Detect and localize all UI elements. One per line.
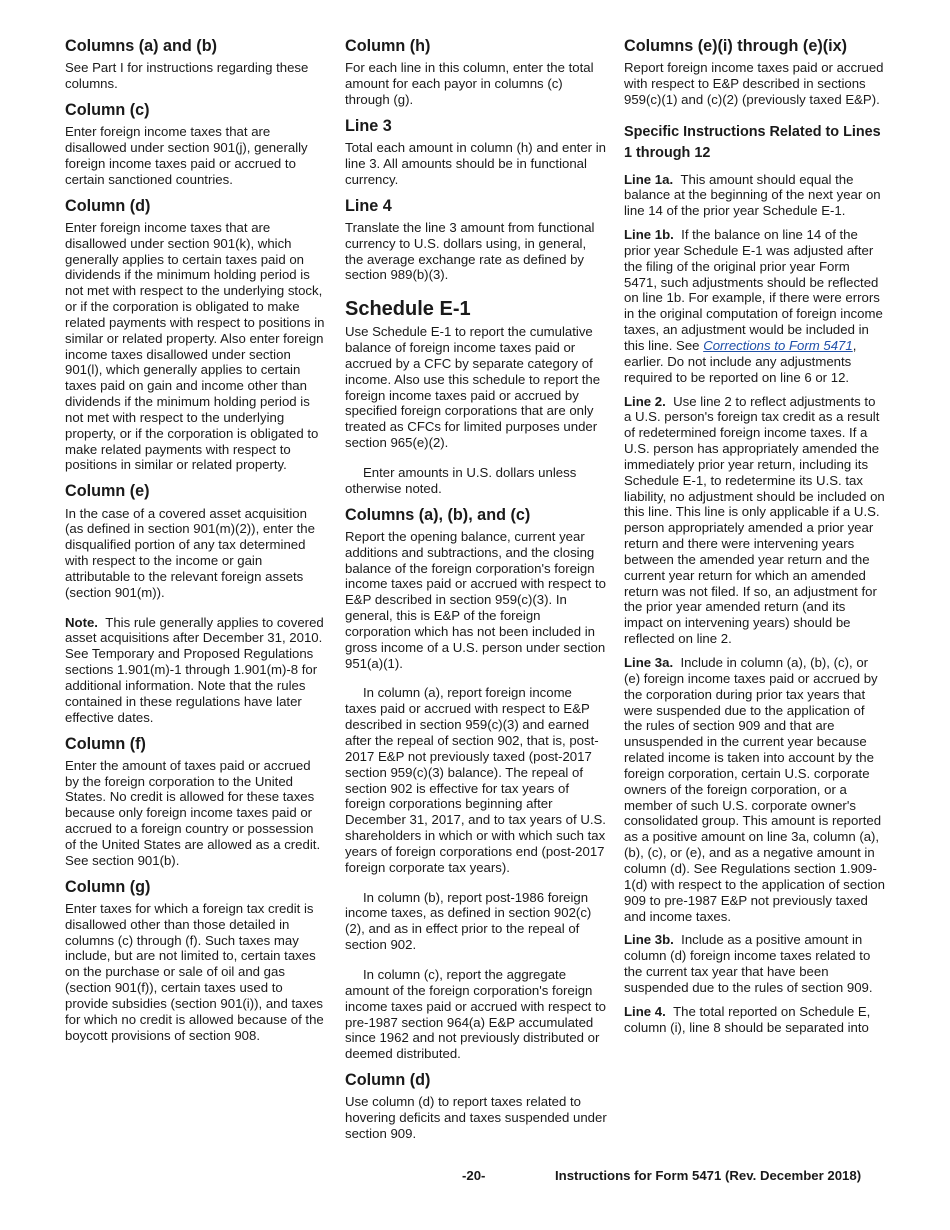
text-columns-a-b: See Part I for instructions regarding these columns. [65,60,309,92]
note-label: Note. [65,614,98,630]
text-column-d-e1: Use column (d) to report taxes related to hovering deficits and taxes suspended under section 909. [345,1094,607,1141]
heading-column-h: Column (h) [345,37,431,55]
text-schedule-e1: Use Schedule E-1 to report the cumulative balance of foreign income taxes paid or accrued by a CFC by separate category of income. Also use this schedule to report the foreign income taxes paid or accrued by specified foreign corporations that are only treated as CFCs for limited purposes under section 965(e)(2). [345,324,601,451]
column-3 [624,36,886,1043]
text-schedule-e1-dollars: Enter amounts in U.S. dollars unless otherwise noted. [345,464,577,496]
column-1 [65,36,327,1052]
line-3a-text: Include in column (a), (b), (c), or (e) foreign income taxes paid or accrued by the corporation during prior tax years that were suspended due to the application of the rules of section 909 and that are unsuspended in the current year because related income is taken into account by the foreign corporation, certain U.S. corporate owners of the foreign corporation, or a member of such U.S. corporate owner's consolidated group. This amount is reported as a positive amount on line 3a, column (a), (b), (c), or (e), and as a negative amount in column (d). See Regulations section 1.909-1(d) with respect to the application of section 909 to pre-1987 E&P not previously taxed and income taxes. [624,655,885,924]
note-text: This rule generally applies to covered asset acquisitions after December 31, 2010. See Temporary and Proposed Regulations sections 1.901(m)-1 through 1.901(m)-8 for additional information. Note that the rules contained in these regulations have later effective dates. [65,614,324,725]
line-4-text: The total reported on Schedule E, column (i), line 8 should be separated into [624,1003,871,1035]
line-2-text: Use line 2 to reflect adjustments to a U.S. person's foreign tax credit as a result of redetermined foreign income taxes. If a U.S. person has appropriately amended the immediately prior year return, including its Schedule E-1, to redetermine its U.S. tax liability, no adjustment should be included on this line. This line is only applicable if a U.S. person appropriately amended a prior year return and there were intervening years between the amended year return and the current year return for which an amended return was not filed. If so, an adjustment for the prior year amended return (and its impact on intervening years) should be reflected on line 2. [624,393,885,647]
text-column-g: Enter taxes for which a foreign tax credit is disallowed other than those detailed in columns (c) through (f). Such taxes may include, but are not limited to, certain taxes on the purchase or sale of oil and gas (section 901(f)), certain taxes used to provide subsidies (section 901(i)), and taxes for which no credit is allowed because of the boycott provisions of section 908. [65,900,324,1043]
text-line-3: Total each amount in column (h) and enter in line 3. All amounts should be in functional currency. [345,140,606,187]
column-2 [345,36,607,1150]
line-4-paragraph [624,1004,886,1036]
text-column-e: In the case of a covered asset acquisition (as defined in section 901(m)(2)), enter the disqualified portion of any tax determined with respect to the income or gain attributable to the relevant foreign assets (section 901(m)). [65,505,315,600]
text-column-a-detail: In column (a), report foreign income taxes paid or accrued with respect to E&P described in section 959(c)(3) and earned after the repeal of section 902, that is, post-2017 E&P not previously taxed (post-2017 section 959(c)(3) balance). The repeal of section 902 is effective for tax years of foreign corporations beginning after December 31, 2017, and to tax years of U.S. shareholders in which or with which such tax years of foreign corporations end (post-2017 foreign corporate tax years). [345,685,606,875]
heading-columns-a-b-c: Columns (a), (b), and (c) [345,505,531,524]
note-paragraph [65,615,327,726]
heading-line-3: Line 3 [345,116,392,135]
line-1a-label: Line 1a. [624,171,674,187]
line-2-label: Line 2. [624,393,666,409]
heading-column-d-e1: Column (d) [345,1071,431,1090]
line-4-label: Line 4. [624,1003,666,1019]
line-1b-text-end: , earlier. Do not include any adjustments required to be reported on line 6 or 12. [624,337,857,385]
heading-column-d: Column (d) [65,196,151,215]
line-3b-text: Include as a positive amount in column (d) foreign income taxes related to the current tax year that have been suspended due to the rules of section 909. [624,932,873,995]
text-columns-e-i-ix: Report foreign income taxes paid or accrued with respect to E&P described in sections 959(c)(1) and (c)(2) (previously taxed E&P). [624,60,884,107]
text-line-4: Translate the line 3 amount from functional currency to U.S. dollars using, in general, the average exchange rate as defined by section 989(b)(3). [345,219,595,283]
line-3a-label: Line 3a. [624,655,674,670]
text-column-c: Enter foreign income taxes that are disallowed under section 901(j), generally foreign income taxes paid or accrued to certain sanctioned countries. [65,124,308,187]
page-number: -20- [462,1168,486,1183]
heading-columns-e-i-ix: Columns (e)(i) through (e)(ix) [624,37,847,55]
line-3b-label: Line 3b. [624,932,674,948]
footer-form-title: Instructions for Form 5471 (Rev. December 2018) [555,1168,862,1183]
heading-column-c: Column (c) [65,100,150,119]
line-2-paragraph [624,394,886,648]
corrections-link[interactable]: Corrections to Form 5471 [703,337,853,353]
text-column-h: For each line in this column, enter the total amount for each payor in columns (c) through (g). [345,60,594,107]
heading-column-g: Column (g) [65,877,151,896]
line-1a-paragraph [624,172,886,220]
line-3b-paragraph [624,932,886,995]
text-columns-a-b-c: Report the opening balance, current year additions and subtractions, and the closing balance of the foreign corporation's foreign income taxes paid or accrued with respect to E&P described in section 959(c)(3). In general, this is E&P of the foreign corporation which has not been included in gross income of a U.S. person under section 951(a)(1). [345,528,606,671]
line-3a-paragraph [624,655,886,924]
line-1b-text: If the balance on line 14 of the prior year Schedule E-1 was adjusted after the filing of the original prior year Form 5471, such adjustments should be reflected on line 1b. For example, if there were errors in the original computation of foreign income taxes, an adjustment would be included in this line. See [624,227,883,353]
heading-column-f: Column (f) [65,734,146,753]
heading-schedule-e1: Schedule E-1 [345,298,471,321]
line-1b-paragraph [624,227,886,385]
text-column-d: Enter foreign income taxes that are disallowed under section 901(k), which generally applies to certain taxes paid on dividends if the minimum holding period is not met with respect to the underlying stock, or if the corporation is obligated to make related payments with respect to positions in similar or related property. Also enter foreign income taxes disallowed under section 901(l), which generally applies to certain taxes paid on gain and income other than dividends if the minimum holding period is not met with respect to the underlying property, or if the corporation is obligated to make related payments with respect to positions in similar or related property. [65,219,325,473]
heading-specific-instructions: Specific Instructions Related to Lines 1 through 12 [624,123,881,161]
heading-column-e: Column (e) [65,482,150,501]
heading-columns-a-b: Columns (a) and (b) [65,37,217,55]
text-column-f: Enter the amount of taxes paid or accrued by the foreign corporation to the United States. No credit is allowed for these taxes because only foreign income taxes paid or accrued to a foreign country or possession of the United States are allowed as a credit. See section 901(b). [65,757,321,868]
text-column-c-detail: In column (c), report the aggregate amount of the foreign corporation's foreign income taxes paid or accrued with respect to pre-1987 section 964(a) E&P accumulated since 1962 and not previously distributed or deemed distributed. [345,966,606,1062]
line-1a-text: This amount should equal the balance at the beginning of the next year on line 14 of the prior year Schedule E-1. [624,171,881,219]
heading-line-4: Line 4 [345,196,392,215]
line-1b-label: Line 1b. [624,227,674,243]
text-column-b-detail: In column (b), report post-1986 foreign income taxes, as defined in section 902(c)(2), and as in effect prior to the repeal of section 902. [345,889,592,953]
